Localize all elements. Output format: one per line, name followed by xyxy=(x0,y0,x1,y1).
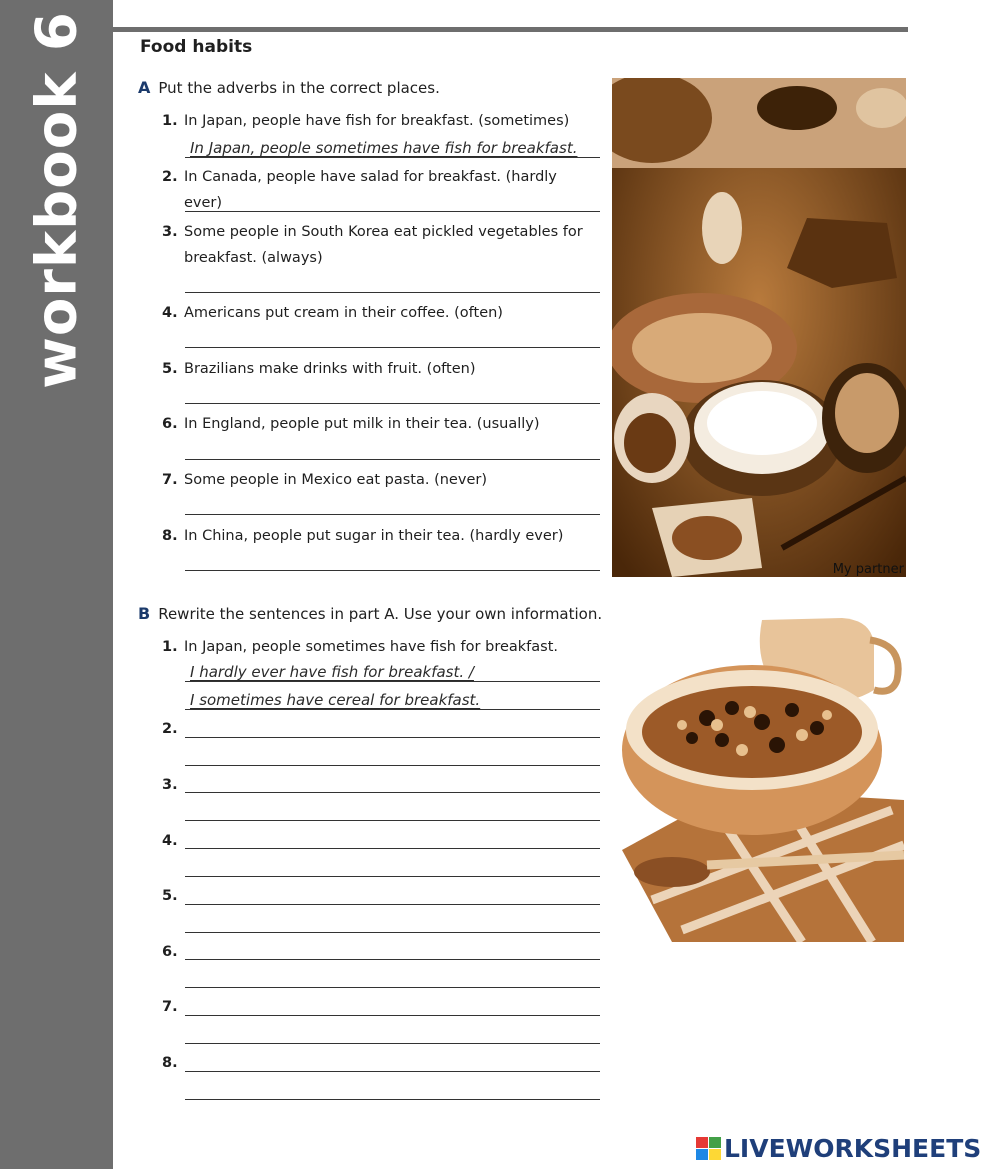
item-number: 8. xyxy=(162,1055,178,1071)
exercise-b-item-4 xyxy=(162,828,602,854)
section-a-instruction: Put the adverbs in the correct places. xyxy=(158,79,440,97)
top-rule xyxy=(113,27,908,32)
item-text: In Japan, people have fish for breakfast. (sometimes) xyxy=(184,113,570,129)
exercise-a-item-8 xyxy=(162,523,602,549)
sidebar-label: workbook 6 xyxy=(24,11,90,389)
section-b-instruction: Rewrite the sentences in part A. Use your own information. xyxy=(158,605,603,623)
exercise-a-item-2 xyxy=(162,164,602,216)
section-a-letter: A xyxy=(138,78,151,97)
item-number: 7. xyxy=(162,999,178,1015)
item-text: Brazilians make drinks with fruit. (often) xyxy=(184,361,476,377)
answer-a-1[interactable]: In Japan, people sometimes have fish for breakfast. xyxy=(190,139,578,157)
exercise-a-item-7 xyxy=(162,467,602,493)
item-number: 4. xyxy=(162,305,178,321)
answer-line-a-8[interactable] xyxy=(185,570,600,571)
exercise-b-item-8 xyxy=(162,1050,602,1076)
breakfast-photo-japanese xyxy=(612,78,906,577)
exercise-a-item-4 xyxy=(162,300,602,326)
page-title: Food habits xyxy=(140,37,253,57)
item-number: 5. xyxy=(162,888,178,904)
answer-b-1-line2[interactable]: I sometimes have cereal for breakfast. xyxy=(190,691,481,709)
item-text: Some people in South Korea eat pickled vegetables for breakfast. (always) xyxy=(184,224,583,266)
section-a-header xyxy=(138,78,440,97)
cereal-illustration xyxy=(612,600,904,942)
answer-line-b-2a[interactable] xyxy=(185,737,600,738)
section-b-letter: B xyxy=(138,604,151,623)
item-text: In Canada, people have salad for breakfast. (hardly ever) xyxy=(184,169,557,211)
breakfast-illustration xyxy=(612,78,906,577)
exercise-b-item-3 xyxy=(162,772,602,798)
answer-line-b-5a[interactable] xyxy=(185,904,600,905)
item-text: In China, people put sugar in their tea. (hardly ever) xyxy=(184,528,564,544)
item-number: 1. xyxy=(162,113,178,129)
answer-line-b-2b[interactable] xyxy=(185,765,600,766)
answer-line-b-7b[interactable] xyxy=(185,1043,600,1044)
answer-line-b-8b[interactable] xyxy=(185,1099,600,1100)
exercise-b-item-6 xyxy=(162,939,602,965)
answer-line-b-8a[interactable] xyxy=(185,1071,600,1072)
liveworksheets-wordmark: LIVEWORKSHEETS xyxy=(724,1134,982,1163)
answer-line-a-5[interactable] xyxy=(185,403,600,404)
exercise-a-item-5 xyxy=(162,356,602,382)
answer-line-b-5b[interactable] xyxy=(185,932,600,933)
exercise-a-item-1 xyxy=(162,108,602,134)
answer-line-a-6[interactable] xyxy=(185,459,600,460)
exercise-a-item-3 xyxy=(162,219,602,271)
answer-line-a-2[interactable] xyxy=(185,211,600,212)
photo-caption: My partner xyxy=(832,562,904,577)
exercise-b-item-2 xyxy=(162,716,602,742)
item-number: 1. xyxy=(162,639,178,655)
answer-line-b-6a[interactable] xyxy=(185,959,600,960)
item-number: 7. xyxy=(162,472,178,488)
section-b-header xyxy=(138,604,602,623)
answer-line-b-4b[interactable] xyxy=(185,876,600,877)
liveworksheets-logo-icon xyxy=(696,1137,722,1161)
answer-line xyxy=(185,709,600,710)
item-number: 3. xyxy=(162,777,178,793)
answer-line-b-7a[interactable] xyxy=(185,1015,600,1016)
breakfast-photo-cereal xyxy=(612,600,904,942)
answer-line-b-3a[interactable] xyxy=(185,792,600,793)
answer-line-a-7[interactable] xyxy=(185,514,600,515)
answer-line-a-4[interactable] xyxy=(185,347,600,348)
item-text: Some people in Mexico eat pasta. (never) xyxy=(184,472,487,488)
item-number: 2. xyxy=(162,721,178,737)
answer-line-b-3b[interactable] xyxy=(185,820,600,821)
answer-line xyxy=(185,157,600,158)
item-text: In England, people put milk in their tea. (usually) xyxy=(184,416,540,432)
answer-line-a-3[interactable] xyxy=(185,292,600,293)
item-text: Americans put cream in their coffee. (often) xyxy=(184,305,503,321)
item-number: 3. xyxy=(162,224,178,240)
answer-line-b-6b[interactable] xyxy=(185,987,600,988)
exercise-b-item-1 xyxy=(162,634,602,660)
exercise-a-item-6 xyxy=(162,411,602,437)
item-number: 6. xyxy=(162,416,178,432)
item-number: 4. xyxy=(162,833,178,849)
answer-line xyxy=(185,681,600,682)
item-number: 8. xyxy=(162,528,178,544)
item-text: In Japan, people sometimes have fish for breakfast. xyxy=(184,639,558,655)
exercise-b-item-7 xyxy=(162,994,602,1020)
item-number: 2. xyxy=(162,169,178,185)
exercise-b-item-5 xyxy=(162,883,602,909)
item-number: 6. xyxy=(162,944,178,960)
liveworksheets-logo xyxy=(696,1134,996,1164)
answer-b-1-line1[interactable]: I hardly ever have fish for breakfast. / xyxy=(190,663,474,681)
answer-line-b-4a[interactable] xyxy=(185,848,600,849)
item-number: 5. xyxy=(162,361,178,377)
sidebar xyxy=(0,0,113,1169)
